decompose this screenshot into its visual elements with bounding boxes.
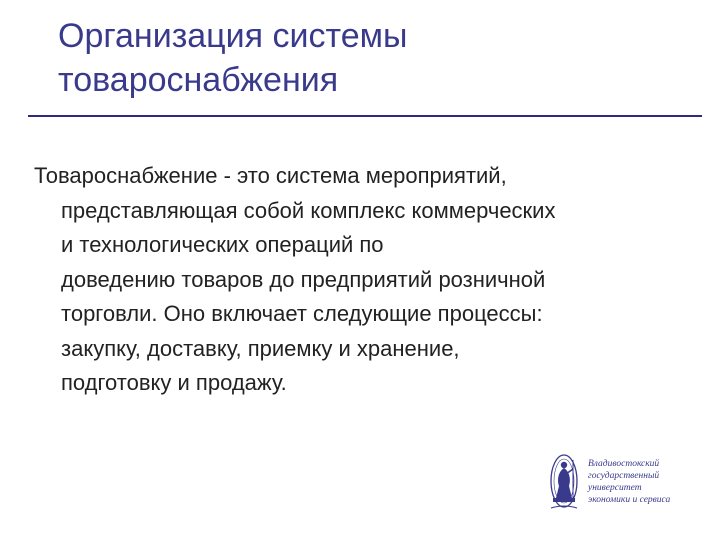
body-line-6: закупку, доставку, приемку и хранение, <box>61 335 460 361</box>
slide-title <box>58 14 678 102</box>
body-line-7: подготовку и продажу. <box>61 370 287 395</box>
slide-title-line-1: Организация системы <box>58 17 408 55</box>
body-line-2: представляющая собой комплекс коммерческих <box>61 197 556 223</box>
university-logo <box>544 450 704 516</box>
university-emblem-icon <box>544 450 584 516</box>
slide-body-text <box>34 159 704 401</box>
body-line-5: торговли. Оно включает следующие процессы: <box>61 301 543 326</box>
body-line-4: доведению товаров до предприятий розничной <box>61 266 546 292</box>
university-name <box>588 458 706 506</box>
body-line-1: Товароснабжение - это система мероприятий, <box>34 163 507 188</box>
slide-title-line-2: товароснабжения <box>58 61 339 99</box>
university-name-line-4: экономики и сервиса <box>588 495 671 505</box>
university-name-line-2: государственный <box>588 471 660 481</box>
university-name-line-1: Владивостокский <box>588 459 660 469</box>
body-line-3: и технологических операций по <box>61 232 384 257</box>
university-name-line-3: университет <box>588 483 642 493</box>
title-divider <box>28 115 702 117</box>
